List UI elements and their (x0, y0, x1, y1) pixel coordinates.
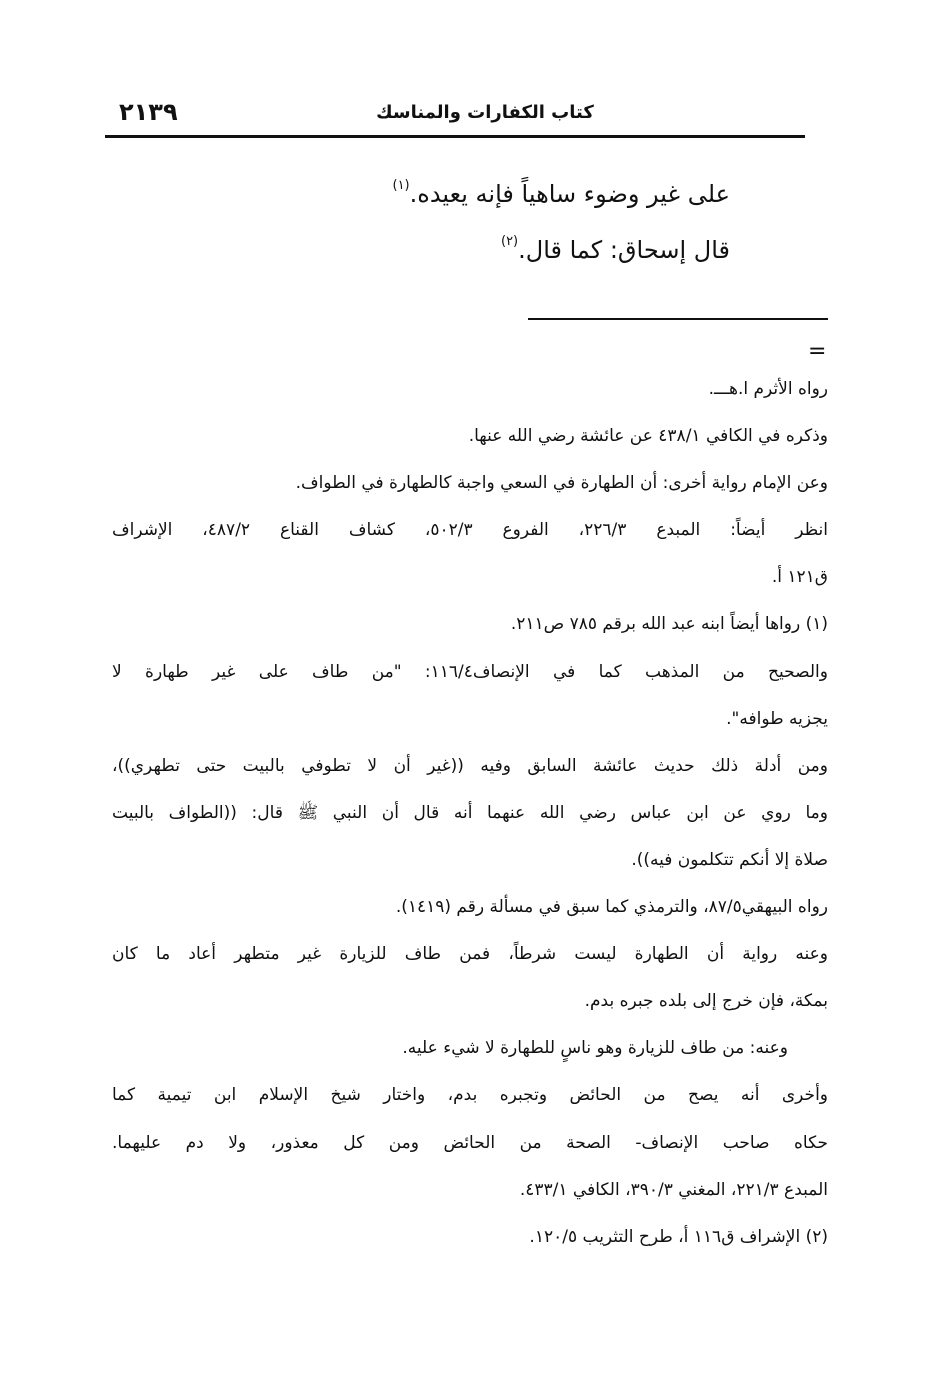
footnote-ref-1: (١) (392, 178, 410, 193)
page-header (105, 94, 805, 134)
footnote-separator (528, 318, 828, 320)
main-text-line (501, 236, 730, 264)
footnote-line: انظر أيضاً: المبدع ٢٢٦/٣، الفروع ٥٠٢/٣، كشاف القناع ٤٨٧/٢، الإشراف (112, 520, 828, 541)
footnote-line: وما روي عن ابن عباس رضي الله عنهما أنه قال أن النبي ﷺ قال: ((الطواف بالبيت (112, 802, 828, 823)
footnote-line: يجزيه طوافه". (726, 708, 828, 729)
footnote-line: وذكره في الكافي ٤٣٨/١ عن عائشة رضي الله عنها. (468, 426, 828, 447)
footnote-line: ق١٢١ أ. (771, 567, 828, 588)
page-number: ٢١٣٩ (119, 98, 178, 126)
footnote-line: ومن أدلة ذلك حديث عائشة السابق وفيه ((غير أن لا تطوفي بالبيت حتى تطهري))، (112, 755, 828, 776)
footnote-line: وعنه: من طاف للزيارة وهو ناسٍ للطهارة لا شيء عليه. (402, 1038, 788, 1059)
footnote-line: رواه الأثرم ا.هـــ. (708, 379, 828, 399)
footnote-line: والصحيح من المذهب كما في الإنصاف١١٦/٤: "من طاف على غير طهارة لا (112, 661, 828, 682)
footnotes-block (112, 366, 828, 1261)
running-title: كتاب الكفارات والمناسك (376, 102, 594, 123)
main-text-line-2: قال إسحاق: كما قال. (518, 236, 730, 264)
continuation-mark: = (808, 339, 827, 364)
footnote-line: صلاة إلا أنكم تتكلمون فيه)). (631, 849, 828, 870)
footnote-line: (٢) الإشراف ق١١٦ أ، طرح التثريب ١٢٠/٥. (529, 1226, 828, 1247)
footnote-line: المبدع ٢٢١/٣، المغني ٣٩٠/٣، الكافي ٤٣٣/١. (519, 1179, 828, 1200)
footnote-line: بمكة، فإن خرج إلى بلده جبره بدم. (584, 991, 828, 1012)
header-rule (105, 135, 805, 138)
footnote-line: رواه البيهقي٨٧/٥، والترمذي كما سبق في مسألة رقم (١٤١٩). (395, 897, 828, 918)
footnote-line: حكاه صاحب الإنصاف- الصحة من الحائض ومن كل معذور، ولا دم عليهما. (112, 1132, 828, 1153)
footnote-line: (١) رواها أيضاً ابنه عبد الله برقم ٧٨٥ ص٢١١. (510, 614, 828, 635)
footnote-line: وعن الإمام رواية أخرى: أن الطهارة في السعي واجبة كالطهارة في الطواف. (295, 473, 828, 494)
footnote-line: وعنه رواية أن الطهارة ليست شرطاً، فمن طاف للزيارة غير متطهر أعاد ما كان (112, 944, 828, 965)
main-text-line-1: على غير وضوء ساهياً فإنه يعيده. (409, 180, 730, 208)
footnote-ref-2: (٢) (500, 234, 519, 249)
main-text-line (392, 180, 730, 208)
footnote-line: وأخرى أنه يصح من الحائض وتجبره بدم، واختار شيخ الإسلام ابن تيمية كما (112, 1085, 828, 1106)
